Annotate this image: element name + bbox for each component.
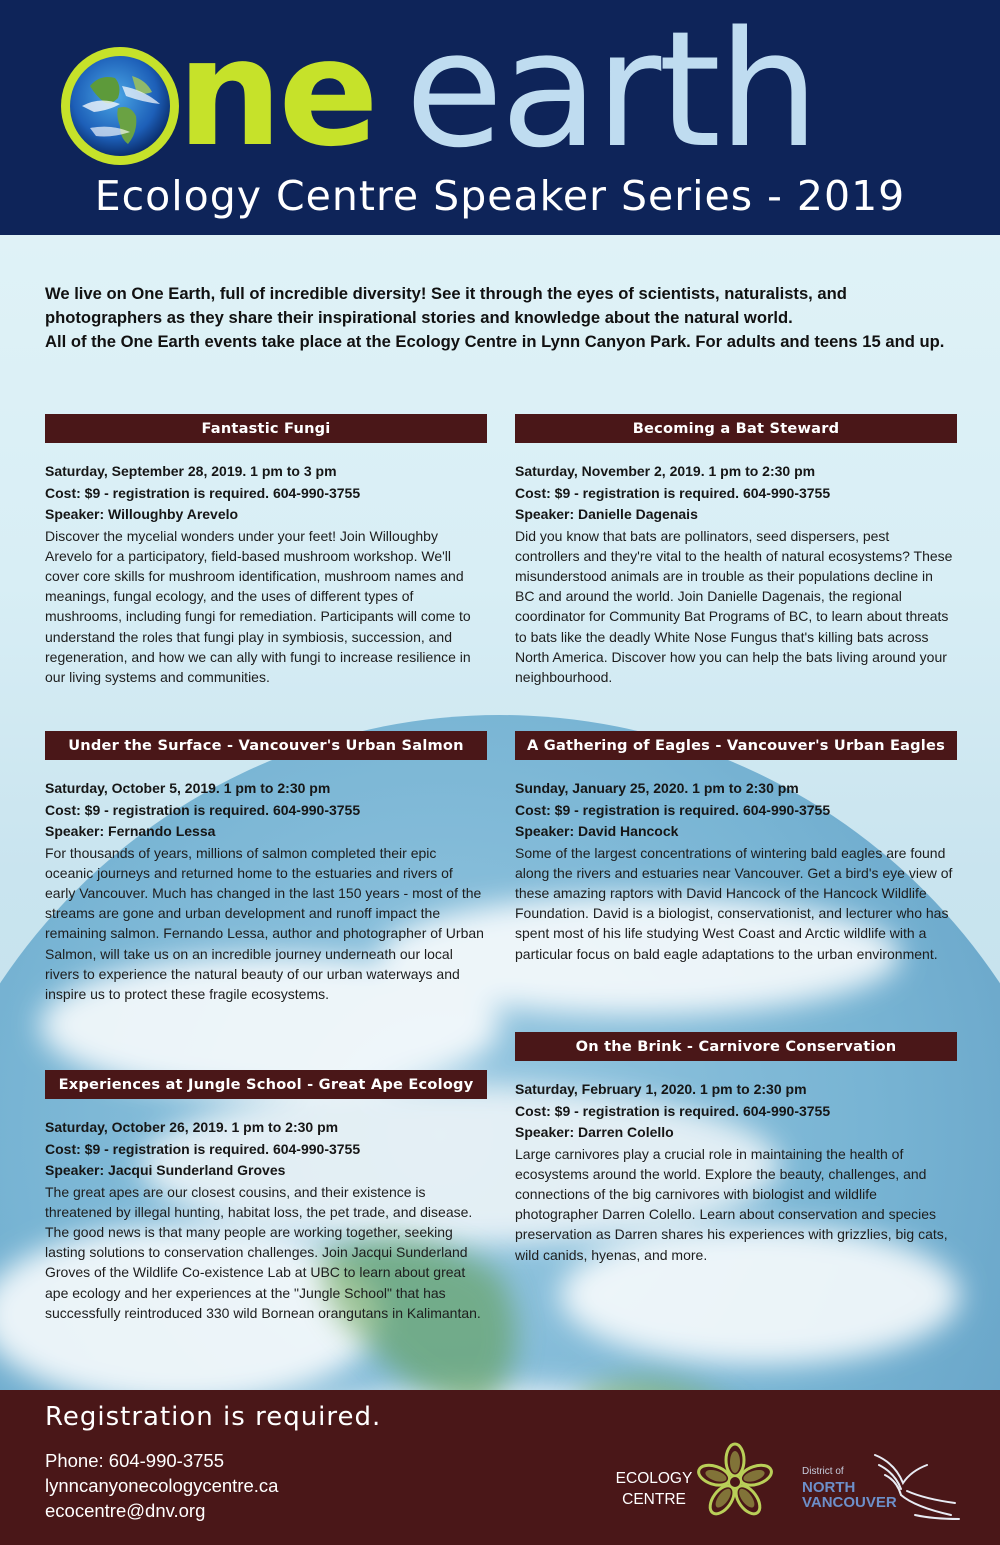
intro-paragraph-2: All of the One Earth events take place at the Ecology Centre in Lynn Canyon Park. For adults and teens 15 and up. <box>45 332 945 351</box>
event-description: Some of the largest concentrations of wintering bald eagles are found along the rivers and estuaries near Vancouver. Get a bird's eye view of these amazing raptors with David Hancock of the Hancock Wildlife Foundation. David is a biologist, conservationist, and lecturer who has spent most of his life studying West Coast and Arctic wildlife with a particular focus on bald eagle adaptations to the urban environment. <box>515 844 953 962</box>
header-banner <box>0 0 1000 235</box>
title-earth: earth <box>405 0 817 183</box>
intro-paragraph-1: We live on One Earth, full of incredible diversity! See it through the eyes of scientists, naturalists, and photographers as they share their inspirational stories and knowledge about the natural world. <box>45 284 847 327</box>
globe-icon <box>60 46 180 166</box>
event-title: On the Brink - Carnivore Conservation <box>515 1032 957 1061</box>
event-date: Sunday, January 25, 2020. 1 pm to 2:30 pm <box>515 780 799 796</box>
event-speaker: Speaker: David Hancock <box>515 823 679 839</box>
event-meta <box>515 461 957 526</box>
event-title: Experiences at Jungle School - Great Ape Ecology <box>45 1070 487 1099</box>
dnv-logo-north: NORTH <box>802 1479 856 1496</box>
event-date: Saturday, February 1, 2020. 1 pm to 2:30 pm <box>515 1081 807 1097</box>
event-title: Becoming a Bat Steward <box>515 414 957 443</box>
ecology-centre-logo-text <box>612 1468 696 1510</box>
event-date: Saturday, October 5, 2019. 1 pm to 2:30 pm <box>45 780 331 796</box>
event-card-jungle-school <box>45 1070 487 1323</box>
event-cost: Cost: $9 - registration is required. 604-990-3755 <box>515 484 831 501</box>
event-meta <box>515 1079 957 1144</box>
event-cost: Cost: $9 - registration is required. 604-990-3755 <box>515 1102 831 1119</box>
page-subtitle: Ecology Centre Speaker Series - 2019 <box>94 172 906 220</box>
intro-text <box>45 282 965 354</box>
event-card-fantastic-fungi <box>45 414 487 687</box>
dnv-logo-district: District of <box>802 1466 844 1477</box>
event-card-urban-eagles <box>515 731 957 964</box>
event-speaker: Speaker: Darren Colello <box>515 1124 674 1140</box>
dnv-logo-vancouver: VANCOUVER <box>802 1494 897 1511</box>
event-card-bat-steward <box>515 414 957 687</box>
event-meta <box>45 461 487 526</box>
footer <box>0 1390 1000 1545</box>
event-date: Saturday, November 2, 2019. 1 pm to 2:30 pm <box>515 463 816 479</box>
event-title: Under the Surface - Vancouver's Urban Salmon <box>45 731 487 760</box>
contact-email-link[interactable]: ecocentre@dnv.org <box>45 1500 206 1521</box>
eagle-icon <box>855 1445 965 1525</box>
event-meta <box>45 1117 487 1182</box>
event-speaker: Speaker: Fernando Lessa <box>45 823 216 839</box>
event-cost: Cost: $9 - registration is required. 604-990-3755 <box>45 1140 361 1157</box>
title-one-ne: ne <box>177 7 375 179</box>
event-description: Discover the mycelial wonders under your feet! Join Willoughby Arevelo for a participatory, field-based mushroom workshop. We'll cover core skills for mushroom identification, mushroom names and meanings, fungal ecology, and the uses of different types of mushrooms, including fungi for remediation. Participants will come to understand the roles that fungi play in symbiosis, succession, and regeneration, and how we can ally with fungi to increase resilience in our living systems and communities. <box>45 527 471 685</box>
contact-website-link[interactable]: lynncanyonecologycentre.ca <box>45 1475 279 1496</box>
event-cost: Cost: $9 - registration is required. 604-990-3755 <box>45 801 361 818</box>
event-description: Did you know that bats are pollinators, seed dispersers, pest controllers and they're vital to the health of natural ecosystems? These misunderstood animals are in trouble as their populations decline in BC and around the world. Join Danielle Dagenais, the regional coordinator for Community Bat Programs of BC, to learn about threats to bats like the deadly White Nose Fungus that's killing bats across North America. Discover how you can help the bats living around your neighbourhood. <box>515 527 953 685</box>
ecology-logo-line-1: ECOLOGY <box>615 1470 693 1487</box>
event-title: A Gathering of Eagles - Vancouver's Urban Eagles <box>515 731 957 760</box>
event-meta <box>45 778 487 843</box>
event-card-urban-salmon <box>45 731 487 1004</box>
event-description: Large carnivores play a crucial role in maintaining the health of ecosystems around the world. Explore the beauty, challenges, and connections of the big carnivores with biologist and wildlife photographer Darren Colello. Learn about conservation and species preservation as Darren shares his experiences with grizzlies, big cats, wild canids, hyenas, and more. <box>515 1145 948 1263</box>
event-speaker: Speaker: Willoughby Arevelo <box>45 506 239 522</box>
event-description: The great apes are our closest cousins, and their existence is threatened by illegal hunting, habitat loss, the pet trade, and disease. The good news is that many people are working together, seeking lasting solutions to conservation challenges. Join Jacqui Sunderland Groves of the Wildlife Co-existence Lab at UBC to learn about great ape ecology and her experiences at the "Jungle School" that has successfully reintroduced 330 wild Bornean orangutans in Kalimantan. <box>45 1183 481 1321</box>
event-date: Saturday, October 26, 2019. 1 pm to 2:30 pm <box>45 1119 339 1135</box>
event-speaker: Speaker: Jacqui Sunderland Groves <box>45 1162 286 1178</box>
event-speaker: Speaker: Danielle Dagenais <box>515 506 698 522</box>
event-description: For thousands of years, millions of salmon completed their epic oceanic journeys and returned home to the estuaries and rivers of early Vancouver. Much has changed in the last 150 years - most of the streams are gone and urban development and runoff impact the remaining salmon. Fernando Lessa, author and photographer of Urban Salmon, will take us on an incredible journey underneath our local rivers to experience the natural beauty of our urban waterways and inspire us to protect these fragile ecosystems. <box>45 844 484 1002</box>
registration-heading: Registration is required. <box>45 1402 382 1432</box>
ecology-logo-line-2: CENTRE <box>622 1491 686 1508</box>
event-title: Fantastic Fungi <box>45 414 487 443</box>
ecology-centre-flower-icon <box>695 1442 775 1522</box>
event-meta <box>515 778 957 843</box>
event-cost: Cost: $9 - registration is required. 604-990-3755 <box>45 484 361 501</box>
event-cost: Cost: $9 - registration is required. 604-990-3755 <box>515 801 831 818</box>
contact-phone: Phone: 604-990-3755 <box>45 1450 224 1471</box>
event-card-carnivore-conservation <box>515 1032 957 1265</box>
event-date: Saturday, September 28, 2019. 1 pm to 3 pm <box>45 463 337 479</box>
